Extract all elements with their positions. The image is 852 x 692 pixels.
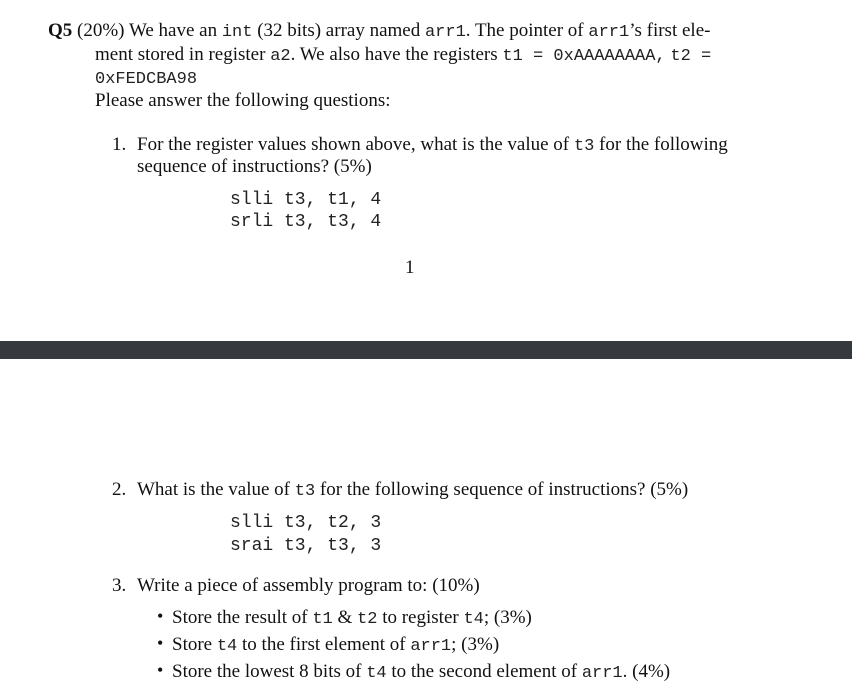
code-t4: t4 bbox=[463, 610, 484, 629]
page-number: 1 bbox=[405, 257, 415, 278]
code-arr1: arr1 bbox=[588, 23, 630, 42]
q5-text: ’s first ele- bbox=[629, 20, 711, 41]
q5-instruction: Please answer the following questions: bbox=[95, 90, 391, 111]
bullet-icon: • bbox=[157, 633, 164, 653]
code-t1-assign: t1 = 0xAAAAAAAA, bbox=[502, 47, 666, 66]
code-t4: t4 bbox=[366, 664, 387, 683]
q5-text: We have an bbox=[128, 20, 218, 41]
code-arr1: arr1 bbox=[410, 637, 452, 656]
code-t2: t2 bbox=[357, 610, 378, 629]
q3-text: Store the result of bbox=[172, 607, 308, 628]
q3-text: Write a piece of assembly program to: (10%) bbox=[137, 575, 480, 596]
q1-text: for the following bbox=[599, 134, 728, 155]
bullet-icon: • bbox=[157, 606, 164, 626]
q5-text: (32 bits) array named bbox=[257, 20, 421, 41]
q5-text: . The pointer of bbox=[465, 20, 584, 41]
q1-line-2: sequence of instructions? (5%) bbox=[137, 156, 372, 177]
q3-text: ; (3%) bbox=[451, 634, 500, 655]
q5-text: ment stored in register bbox=[95, 44, 266, 65]
code-a2: a2 bbox=[270, 47, 291, 66]
code-arr1: arr1 bbox=[581, 664, 623, 683]
q5-line-2 bbox=[95, 43, 711, 68]
q1-number: 1. bbox=[112, 134, 127, 155]
question-weight: (20%) bbox=[77, 20, 125, 41]
q3-number: 3. bbox=[112, 575, 127, 596]
q5-line-3 bbox=[95, 66, 197, 91]
q1-code-line-1: slli t3, t1, 4 bbox=[230, 190, 382, 210]
q3-text: to the first element of bbox=[242, 634, 406, 655]
code-t1: t1 bbox=[312, 610, 333, 629]
q5-text: . We also have the registers bbox=[290, 44, 498, 65]
question-label: Q5 bbox=[48, 20, 73, 41]
q1-code-line-2: srli t3, t3, 4 bbox=[230, 212, 382, 232]
q2-code-line-1: slli t3, t2, 3 bbox=[230, 513, 382, 533]
code-t4: t4 bbox=[216, 637, 238, 656]
q3-text: to register bbox=[382, 607, 459, 628]
q3-text: Store bbox=[172, 634, 213, 655]
code-t3: t3 bbox=[573, 137, 595, 156]
q3-bullet-1 bbox=[172, 606, 532, 631]
q2-text: What is the value of bbox=[137, 479, 291, 500]
bullet-icon: • bbox=[157, 660, 164, 680]
q2-line-1 bbox=[137, 478, 688, 503]
q1-text: For the register values shown above, what is the value of bbox=[137, 134, 570, 155]
code-t3: t3 bbox=[294, 482, 316, 501]
q3-bullet-2 bbox=[172, 633, 499, 658]
code-t2-value: 0xFEDCBA98 bbox=[95, 70, 198, 89]
code-arr1: arr1 bbox=[424, 23, 466, 42]
q2-number: 2. bbox=[112, 479, 127, 500]
q3-text: to the second element of bbox=[391, 661, 578, 682]
q3-text: Store the lowest 8 bits of bbox=[172, 661, 362, 682]
q2-code-line-2: srai t3, t3, 3 bbox=[230, 536, 382, 556]
code-t2-assign: t2 = bbox=[670, 47, 712, 66]
q3-text: ; (3%) bbox=[483, 607, 532, 628]
q3-text: & bbox=[337, 607, 353, 628]
q3-bullet-3 bbox=[172, 660, 670, 685]
page-separator bbox=[0, 341, 852, 359]
code-int: int bbox=[221, 23, 253, 42]
q5-line-1 bbox=[48, 19, 710, 44]
q2-text: for the following sequence of instructions? (5%) bbox=[319, 479, 689, 500]
q3-text: . (4%) bbox=[622, 661, 671, 682]
